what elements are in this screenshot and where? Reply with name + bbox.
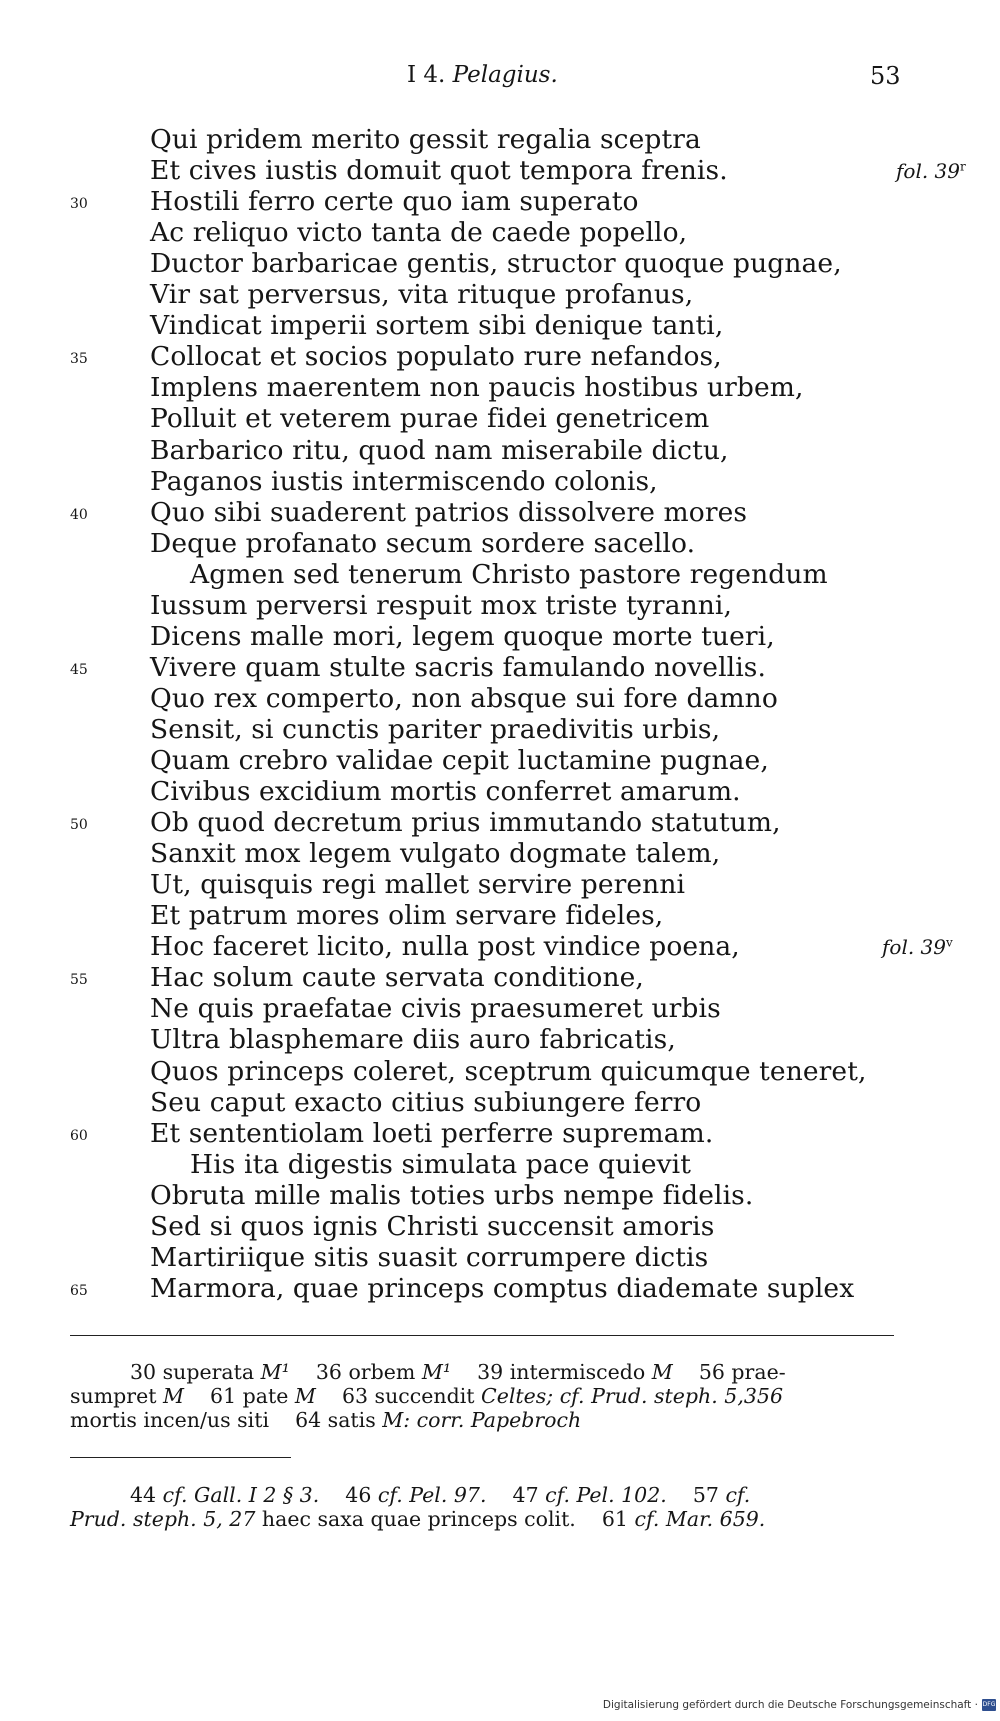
verse-line: Ac reliquo victo tanta de caede popello, [150, 217, 688, 249]
note-segment: Prud. steph. 5, 27 [70, 1507, 256, 1531]
verse-line: Polluit et veterem purae fidei genetricem [150, 403, 710, 435]
verse-line: Martiriique sitis suasit corrumpere dictis [150, 1241, 709, 1273]
note-segment: cf. Pel. 97. [377, 1483, 487, 1507]
line-number: 40 [70, 506, 88, 523]
note-line [70, 1384, 783, 1408]
verse-line: Vivere quam stulte sacris famulando novellis. [150, 651, 767, 683]
verse-line: Civibus excidium mortis conferret amarum. [150, 776, 741, 808]
folio-marker [896, 159, 966, 183]
verse-line: Vir sat perversus, vita rituque profanus, [150, 279, 694, 311]
sources-divider [70, 1457, 291, 1458]
credit-text: Digitalisierung gefördert durch die Deutsche Forschungsgemeinschaft [602, 1699, 972, 1711]
note-segment: 36 orbem [289, 1360, 422, 1384]
verse-line: Hoc faceret licito, nulla post vindice poena, [150, 931, 740, 963]
verse-line: Quo sibi suaderent patrios dissolvere mores [150, 496, 748, 528]
digitization-credit: Digitalisierung gefördert durch die Deutsche Forschungsgemeinschaft · [602, 1699, 978, 1711]
verse-line: Obruta mille malis toties urbs nempe fidelis. [150, 1179, 754, 1211]
verse-line: Ob quod decretum prius immutando statutum, [150, 807, 781, 839]
note-segment: M [294, 1384, 316, 1408]
note-segment: 39 intermiscedo [451, 1360, 652, 1384]
verse-line: Quo rex comperto, non absque sui fore damno [150, 682, 778, 714]
verse-line: Et cives iustis domuit quot tempora frenis. [150, 155, 728, 187]
note-segment: cf. [725, 1483, 751, 1507]
line-number: 55 [70, 972, 88, 989]
verse-line: Ductor barbaricae gentis, structor quoque pugnae, [150, 248, 842, 280]
note-segment: haec saxa quae princeps colit. 61 [255, 1507, 635, 1531]
verse-line: Implens maerentem non paucis hostibus urbem, [150, 372, 804, 404]
folio-label: fol. 39 [882, 935, 947, 960]
section-number: I 4. [407, 62, 446, 88]
note-segment: cf. Mar. 659. [634, 1507, 766, 1531]
verse-line: Ne quis praefatae civis praesumeret urbis [150, 993, 721, 1025]
note-segment: M [651, 1360, 673, 1384]
verse-line: Iussum perversi respuit mox triste tyranni, [150, 589, 733, 621]
note-segment: Celtes; cf. Prud. steph. [481, 1384, 718, 1408]
verse-line: Hac solum caute servata conditione, [150, 962, 644, 994]
page-number: 53 [870, 62, 901, 90]
note-line [70, 1507, 765, 1531]
verse-line: Paganos iustis intermiscendo colonis, [150, 465, 658, 497]
verse-line: Ultra blasphemare diis auro fabricatis, [150, 1024, 676, 1056]
note-segment: 30 superata [130, 1360, 261, 1384]
note-line [130, 1483, 750, 1507]
note-segment: cf. Pel. 102. [545, 1483, 667, 1507]
verse-line: Et patrum mores olim servare fideles, [150, 900, 664, 932]
note-segment: 47 [486, 1483, 546, 1507]
note-segment: M: corr. Papebroch [382, 1408, 582, 1432]
folio-label: fol. 39 [896, 159, 961, 184]
note-segment: 61 pate [183, 1384, 295, 1408]
note-segment: M [162, 1384, 184, 1408]
note-segment: cf. Gall. I 2 § 3. [162, 1483, 320, 1507]
verse-line: His ita digestis simulata pace quievit [190, 1148, 691, 1180]
apparatus-divider [70, 1335, 894, 1336]
work-title: Pelagius. [452, 62, 558, 88]
note-segment: 5,356 [724, 1384, 783, 1408]
verse-line: Sensit, si cunctis pariter praedivitis urbis, [150, 713, 721, 745]
line-number: 35 [70, 351, 88, 368]
line-number: 65 [70, 1282, 88, 1299]
verse-line: Dicens malle mori, legem quoque morte tueri, [150, 620, 775, 652]
verse-line: Quos princeps coleret, sceptrum quicumque teneret, [150, 1055, 867, 1087]
line-number: 50 [70, 817, 88, 834]
note-segment: sumpret [70, 1384, 163, 1408]
verse-line: Seu caput exacto citius subiungere ferro [150, 1086, 702, 1118]
verse-line: Agmen sed tenerum Christo pastore regendum [190, 558, 828, 590]
note-segment: M¹ [421, 1360, 452, 1384]
verse-line: Deque profanato secum sordere sacello. [150, 527, 696, 559]
note-segment: mortis incen/us siti 64 satis [70, 1408, 383, 1432]
verse-line: Et sententiolam loeti perferre supremam. [150, 1117, 714, 1149]
line-number: 45 [70, 661, 88, 678]
folio-side: v [946, 935, 953, 950]
verse-line: Marmora, quae princeps comptus diademate suplex [150, 1272, 855, 1304]
verse-line: Collocat et socios populato rure nefandos, [150, 341, 722, 373]
folio-marker [882, 935, 953, 959]
note-segment: 57 [666, 1483, 726, 1507]
note-segment: M¹ [260, 1360, 290, 1384]
note-segment: 44 [130, 1483, 163, 1507]
note-line [130, 1360, 786, 1384]
note-segment: 63 succendit [315, 1384, 482, 1408]
verse-line: Barbarico ritu, quod nam miserabile dictu, [150, 434, 729, 466]
verse-line: Sed si quos ignis Christi succensit amoris [150, 1210, 715, 1242]
verse-line: Hostili ferro certe quo iam superato [150, 186, 639, 218]
verse-line: Ut, quisquis regi mallet servire perenni [150, 869, 686, 901]
note-line [70, 1408, 581, 1432]
verse-line: Quam crebro validae cepit luctamine pugnae, [150, 745, 769, 776]
folio-side: r [960, 159, 966, 174]
dfg-logo: DFG [982, 1699, 996, 1711]
verse-line: Sanxit mox legem vulgato dogmate talem, [150, 838, 721, 870]
note-segment: 56 prae- [672, 1360, 786, 1384]
line-number: 60 [70, 1127, 88, 1144]
note-segment: 46 [319, 1483, 378, 1507]
verse-line: Qui pridem merito gessit regalia sceptra [150, 124, 701, 155]
running-title [407, 62, 558, 88]
line-number: 30 [70, 196, 88, 213]
verse-line: Vindicat imperii sortem sibi denique tanti, [150, 310, 724, 342]
